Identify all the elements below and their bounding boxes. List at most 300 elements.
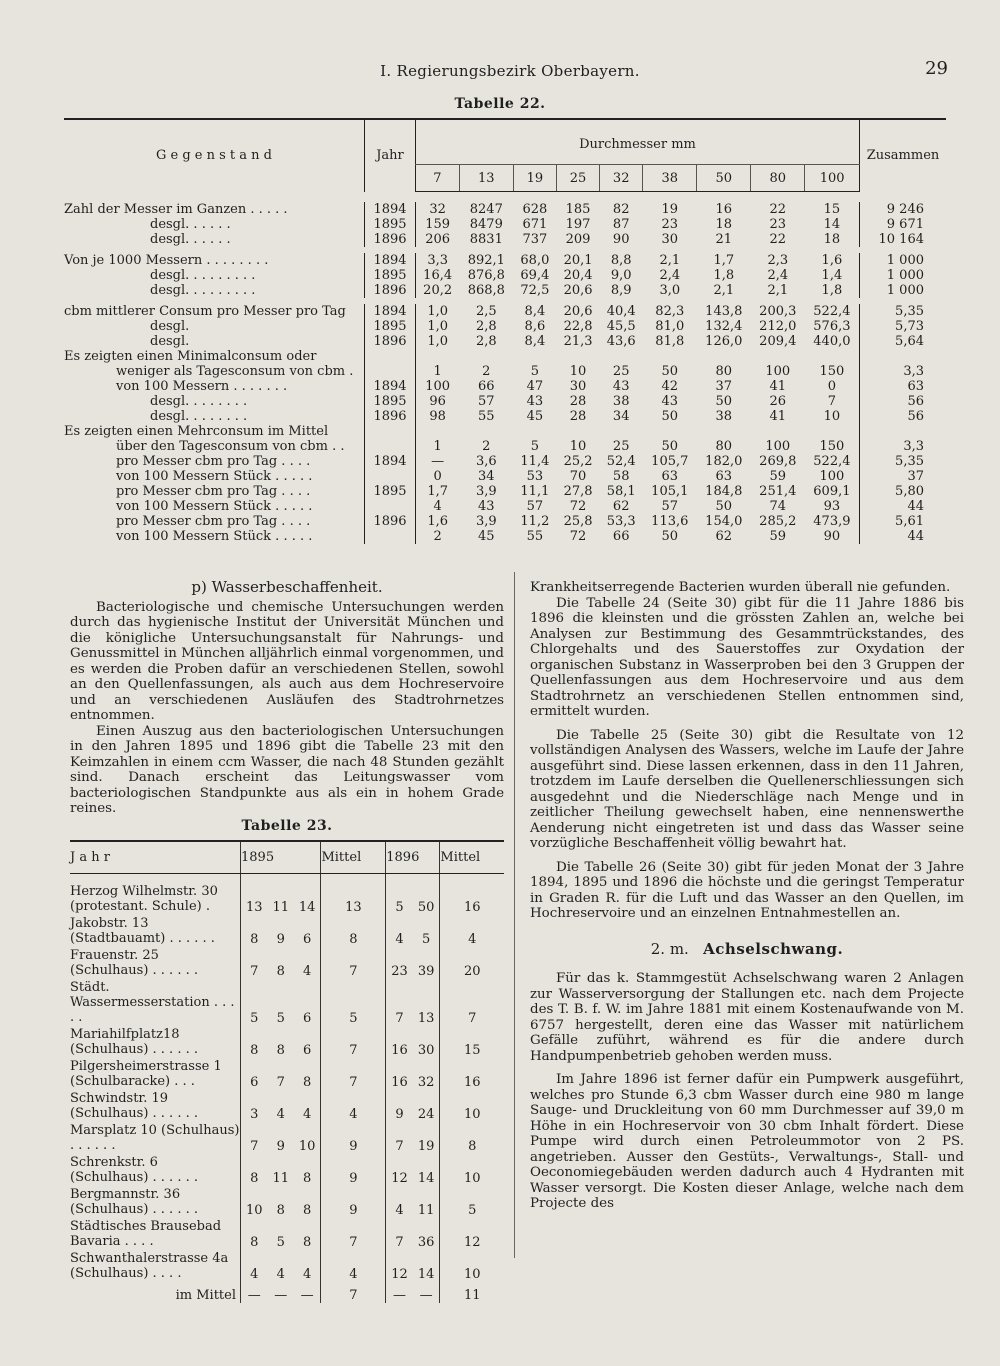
col-gegenstand: G e g e n s t a n d bbox=[64, 119, 365, 192]
germ-count: 8 bbox=[303, 1235, 312, 1250]
germ-count: 12 bbox=[386, 1250, 413, 1282]
location-name: Städtisches Brausebad Bavaria . . . . bbox=[70, 1219, 222, 1249]
cell-value: 43 bbox=[478, 499, 495, 514]
germ-count: 3 bbox=[241, 1090, 268, 1122]
germ-count: 11 bbox=[417, 1203, 435, 1218]
germ-count: 7 bbox=[241, 1122, 268, 1154]
cell-value: 50 bbox=[661, 409, 679, 424]
germ-count: 12 bbox=[386, 1154, 413, 1186]
location-name: Herzog Wilhelmstr. 30 (protestant. Schule) . bbox=[70, 884, 218, 914]
cell-value: 2,4 bbox=[767, 268, 789, 283]
germ-count: 13 bbox=[417, 1011, 435, 1026]
germ-count: 7 bbox=[276, 1075, 285, 1090]
cell-sum: 5,80 bbox=[860, 484, 947, 499]
cell-value: 30 bbox=[569, 379, 587, 394]
cell-value: 37 bbox=[715, 379, 733, 394]
table-23 bbox=[70, 840, 504, 1303]
germ-count: 32 bbox=[417, 1075, 435, 1090]
cell-value: 150 bbox=[819, 364, 845, 379]
row-label: von 100 Messern . . . . . . . bbox=[116, 379, 288, 394]
cell-value: 892,1 bbox=[467, 253, 505, 268]
cell-sum: 5,61 bbox=[860, 514, 947, 529]
cell-value: 57 bbox=[526, 499, 544, 514]
row-label: Es zeigten einen Minimalconsum oder bbox=[64, 349, 317, 364]
col-zusammen: Zusammen bbox=[860, 119, 947, 192]
cell-value: 440,0 bbox=[813, 334, 851, 349]
row-label: desgl. bbox=[150, 319, 190, 334]
cell-value: 2,3 bbox=[767, 253, 789, 268]
cell-value: 28 bbox=[569, 394, 587, 409]
table-row bbox=[64, 484, 946, 499]
row-year: 1895 bbox=[365, 268, 416, 283]
germ-count: 8 bbox=[303, 1075, 312, 1090]
row-label: desgl. . . . . . bbox=[150, 232, 231, 247]
cell-value: 100 bbox=[819, 469, 845, 484]
germ-count: 9 bbox=[321, 1154, 386, 1186]
cell-sum: 1 000 bbox=[860, 283, 947, 298]
germ-count: 19 bbox=[417, 1139, 435, 1154]
cell-value: 81,8 bbox=[655, 334, 685, 349]
cell-value: 8,6 bbox=[524, 319, 546, 334]
cell-value: 66 bbox=[612, 529, 630, 544]
row-label: desgl. bbox=[150, 334, 190, 349]
mean-value: — bbox=[274, 1288, 288, 1303]
col-1896: 1896 bbox=[386, 841, 440, 874]
paragraph: Im Jahre 1896 ist ferner dafür ein Pumpwerk ausgeführt, welches pro Stunde 6,3 cbm Wasser durch eine 980 m lange Sauge- und Druckleitung von 60 mm Durchmesser auf 39,0 m Höhe in ein Hochreservoir von 30 cbm Inhalt fördert. Diese Pumpe wird durch einen Petroleummotor von 2 PS. angetrieben. Ausser den Gestüts-, Verwaltungs-, Stall- und Oeconomiegebäuden werden dadurch auch 4 Hydranten mit Wasser versorgt. Die Kosten dieser Anlage, welche nach dem Projecte des bbox=[530, 1072, 964, 1211]
table-row bbox=[64, 394, 946, 409]
germ-count: 7 bbox=[241, 947, 268, 979]
germ-count: 8 bbox=[303, 1203, 312, 1218]
table-row bbox=[70, 1058, 504, 1090]
cell-value bbox=[600, 349, 643, 364]
cell-value: 41 bbox=[769, 409, 787, 424]
cell-value: 82,3 bbox=[655, 304, 685, 319]
table-row bbox=[70, 979, 504, 1026]
cell-value: 53 bbox=[526, 469, 544, 484]
cell-value: 59 bbox=[769, 529, 787, 544]
cell-value: 2,1 bbox=[659, 253, 681, 268]
table-row bbox=[64, 454, 946, 469]
cell-value: 8,4 bbox=[524, 334, 546, 349]
cell-sum: 37 bbox=[860, 469, 947, 484]
left-column bbox=[70, 580, 504, 1303]
cell-value: 42 bbox=[661, 379, 679, 394]
table-row bbox=[70, 874, 504, 916]
cell-value: 34 bbox=[478, 469, 495, 484]
cell-value: 23 bbox=[661, 217, 679, 232]
germ-count: 10 bbox=[241, 1186, 268, 1218]
cell-value: 22 bbox=[769, 202, 787, 217]
cell-value: 200,3 bbox=[759, 304, 797, 319]
cell-value: 58 bbox=[612, 469, 630, 484]
germ-count: 8 bbox=[440, 1122, 504, 1154]
cell-value: 21 bbox=[715, 232, 733, 247]
cell-value: 876,8 bbox=[467, 268, 505, 283]
cell-value: 96 bbox=[416, 394, 460, 409]
cell-value: 3,0 bbox=[659, 283, 681, 298]
cell-value: 32 bbox=[416, 202, 460, 217]
cell-sum: 9 671 bbox=[860, 217, 947, 232]
diameter-header: 25 bbox=[556, 165, 599, 192]
table-row bbox=[64, 232, 946, 247]
row-year: 1894 bbox=[365, 253, 416, 268]
diameter-header: 100 bbox=[805, 165, 860, 192]
cell-value: 1,6 bbox=[821, 253, 843, 268]
location-name: Jakobstr. 13 (Stadtbauamt) . . . . . . bbox=[70, 916, 215, 946]
cell-value bbox=[643, 424, 697, 439]
cell-value: 184,8 bbox=[705, 484, 743, 499]
table-row bbox=[64, 439, 946, 454]
germ-count: 6 bbox=[303, 1043, 312, 1058]
mean-value: 7 bbox=[321, 1282, 386, 1303]
germ-count: 4 bbox=[303, 964, 312, 979]
cell-value: 269,8 bbox=[759, 454, 797, 469]
germ-count: 7 bbox=[440, 979, 504, 1026]
cell-value: 7 bbox=[827, 394, 837, 409]
cell-sum: 9 246 bbox=[860, 202, 947, 217]
cell-value: 80 bbox=[715, 439, 733, 454]
location-name: Schwindstr. 19 (Schulhaus) . . . . . . bbox=[70, 1091, 198, 1121]
germ-count: 15 bbox=[440, 1026, 504, 1058]
germ-count: 16 bbox=[440, 874, 504, 916]
cell-value: 45 bbox=[478, 529, 495, 544]
cell-value: 206 bbox=[416, 232, 460, 247]
footer-label: im Mittel bbox=[175, 1288, 236, 1303]
row-year: 1895 bbox=[365, 217, 416, 232]
cell-sum: 1 000 bbox=[860, 253, 947, 268]
table-row bbox=[64, 364, 946, 379]
cell-value: — bbox=[416, 454, 460, 469]
cell-value: 628 bbox=[522, 202, 548, 217]
germ-count: 7 bbox=[321, 1026, 386, 1058]
germ-count: 5 bbox=[421, 932, 431, 947]
cell-value: 609,1 bbox=[813, 484, 851, 499]
cell-value bbox=[459, 349, 513, 364]
cell-value: 1 bbox=[416, 364, 460, 379]
germ-count: 5 bbox=[276, 1235, 285, 1250]
col-jahr: J a h r bbox=[70, 841, 241, 874]
cell-value: 11,4 bbox=[520, 454, 550, 469]
cell-value: 69,4 bbox=[520, 268, 550, 283]
cell-value: 522,4 bbox=[813, 454, 851, 469]
cell-value: 0 bbox=[416, 469, 460, 484]
cell-value: 285,2 bbox=[759, 514, 797, 529]
cell-value: 1,0 bbox=[416, 319, 460, 334]
cell-value: 45 bbox=[526, 409, 544, 424]
germ-count: 7 bbox=[386, 979, 413, 1026]
cell-value: 14 bbox=[823, 217, 841, 232]
cell-value: 23 bbox=[769, 217, 787, 232]
table-row bbox=[64, 319, 946, 334]
cell-value: 159 bbox=[416, 217, 460, 232]
cell-value: 25,8 bbox=[563, 514, 593, 529]
cell-value: 50 bbox=[715, 499, 733, 514]
cell-value: 8,9 bbox=[610, 283, 632, 298]
germ-count: 4 bbox=[321, 1090, 386, 1122]
row-year bbox=[365, 469, 416, 484]
row-year: 1894 bbox=[365, 379, 416, 394]
cell-value: 10 bbox=[569, 439, 587, 454]
table-row bbox=[64, 283, 946, 298]
cell-value: 212,0 bbox=[759, 319, 797, 334]
cell-value: 2,5 bbox=[475, 304, 497, 319]
table-row bbox=[64, 253, 946, 268]
cell-value: 868,8 bbox=[467, 283, 505, 298]
location-name: Frauenstr. 25 (Schulhaus) . . . . . . bbox=[70, 948, 198, 978]
cell-value: 55 bbox=[478, 409, 495, 424]
germ-count: 6 bbox=[303, 1011, 312, 1026]
cell-sum: 5,64 bbox=[860, 334, 947, 349]
germ-count: 6 bbox=[303, 932, 312, 947]
table-row bbox=[64, 409, 946, 424]
cell-value: 74 bbox=[769, 499, 787, 514]
cell-value: 16 bbox=[715, 202, 733, 217]
row-year: 1896 bbox=[365, 514, 416, 529]
cell-value: 62 bbox=[612, 499, 630, 514]
cell-value: 143,8 bbox=[705, 304, 743, 319]
paragraph: Einen Auszug aus den bacteriologischen Untersuchungen in den Jahren 1895 und 1896 gibt die Tabelle 23 mit den Keimzahlen in einem ccm Wasser, die nach 48 Stunden gezählt sind. Danach erscheint das Leitungswasser vom bacteriologischen Standpunkte aus als ein in hohem Grade reines. bbox=[70, 723, 504, 816]
cell-sum: 5,35 bbox=[860, 304, 947, 319]
row-label: von 100 Messern Stück . . . . . bbox=[116, 499, 313, 514]
mean-value: — bbox=[300, 1288, 314, 1303]
germ-count: 14 bbox=[417, 1171, 435, 1186]
row-year bbox=[365, 424, 416, 439]
germ-count: 4 bbox=[321, 1250, 386, 1282]
cell-value: 8,8 bbox=[610, 253, 632, 268]
cell-value: 576,3 bbox=[813, 319, 851, 334]
table-row bbox=[64, 499, 946, 514]
cell-value: 185 bbox=[565, 202, 591, 217]
row-year bbox=[365, 349, 416, 364]
table-row bbox=[64, 202, 946, 217]
row-label: desgl. . . . . . . . . bbox=[150, 268, 256, 283]
diameter-header: 50 bbox=[697, 165, 751, 192]
germ-count: 23 bbox=[386, 947, 413, 979]
location-name: Marsplatz 10 (Schulhaus) . . . . . . bbox=[70, 1123, 240, 1153]
germ-count: 4 bbox=[276, 1107, 285, 1122]
cell-value: 126,0 bbox=[705, 334, 743, 349]
germ-count: 5 bbox=[386, 874, 413, 916]
paragraph: Bacteriologische und chemische Untersuchungen werden durch das hygienische Institut der Universität München und die königliche Untersuchungsanstalt für Nahrungs- und Genussmittel in München alljährlich einmal vorgenommen, und es werden die Proben dafür an verschiedenen Stellen, sowohl an den Quellenfassungen, als auch aus dem Hochreservoire und an verschiedenen Ausläufen des Stadtrohrnetzes entnommen. bbox=[70, 599, 504, 723]
cell-value bbox=[556, 349, 599, 364]
cell-value: 1,6 bbox=[416, 514, 460, 529]
germ-count: 7 bbox=[321, 1058, 386, 1090]
row-year: 1894 bbox=[365, 202, 416, 217]
cell-value: 25 bbox=[612, 439, 630, 454]
cell-value bbox=[600, 424, 643, 439]
cell-sum: 1 000 bbox=[860, 268, 947, 283]
section-heading-achselschwang bbox=[530, 939, 964, 958]
germ-count: 36 bbox=[417, 1235, 435, 1250]
cell-value: 5 bbox=[530, 439, 540, 454]
cell-value: 522,4 bbox=[813, 304, 851, 319]
cell-value: 38 bbox=[612, 394, 630, 409]
cell-value bbox=[805, 349, 860, 364]
running-title: I. Regierungsbezirk Oberbayern. bbox=[380, 62, 640, 80]
cell-value: 154,0 bbox=[705, 514, 743, 529]
col-1895: 1895 bbox=[241, 841, 321, 874]
cell-sum: 3,3 bbox=[860, 364, 947, 379]
germ-count: 4 bbox=[303, 1107, 312, 1122]
germ-count: 9 bbox=[276, 1139, 285, 1154]
row-label: pro Messer cbm pro Tag . . . . bbox=[116, 514, 311, 529]
cell-value: 1,0 bbox=[416, 304, 460, 319]
cell-value: 1,7 bbox=[713, 253, 735, 268]
germ-count: 20 bbox=[440, 947, 504, 979]
cell-value bbox=[513, 424, 556, 439]
cell-value: 21,3 bbox=[563, 334, 593, 349]
cell-value: 105,1 bbox=[651, 484, 689, 499]
cell-value: 105,7 bbox=[651, 454, 689, 469]
cell-value: 40,4 bbox=[606, 304, 636, 319]
cell-value bbox=[805, 424, 860, 439]
cell-value: 50 bbox=[715, 394, 733, 409]
germ-count: 10 bbox=[440, 1250, 504, 1282]
germ-count: 4 bbox=[386, 915, 413, 947]
cell-value: 2 bbox=[482, 439, 491, 454]
cell-value: 82 bbox=[612, 202, 630, 217]
germ-count: 7 bbox=[386, 1122, 413, 1154]
cell-value: 19 bbox=[661, 202, 679, 217]
germ-count: 8 bbox=[276, 964, 285, 979]
cell-value: 3,9 bbox=[475, 484, 497, 499]
cell-value: 72 bbox=[569, 499, 587, 514]
paragraph: Die Tabelle 26 (Seite 30) gibt für jeden Monat der 3 Jahre 1894, 1895 und 1896 die höchste und die geringst Temperatur in Graden R. für die Luft und das Wasser an den Quellen, im Hochreservoire und an einzelnen Entnahmestellen an. bbox=[530, 859, 964, 921]
cell-value: 72 bbox=[569, 529, 587, 544]
row-label: weniger als Tagesconsum von cbm . bbox=[116, 364, 354, 379]
location-name: Städt. Wassermesserstation . . . . . bbox=[70, 980, 235, 1025]
cell-value bbox=[416, 349, 460, 364]
cell-value: 38 bbox=[715, 409, 733, 424]
cell-value: 0 bbox=[827, 379, 837, 394]
paragraph: Krankheitserregende Bacterien wurden überall nie gefunden. bbox=[530, 580, 951, 595]
row-label: von 100 Messern Stück . . . . . bbox=[116, 529, 313, 544]
germ-count: 11 bbox=[272, 1171, 289, 1186]
germ-count: 12 bbox=[440, 1218, 504, 1250]
germ-count: 8 bbox=[303, 1171, 312, 1186]
cell-sum: 44 bbox=[860, 499, 947, 514]
cell-value: 10 bbox=[823, 409, 841, 424]
heading-name: Achselschwang. bbox=[703, 939, 844, 958]
row-label: über den Tagesconsum von cbm . . bbox=[116, 439, 345, 454]
cell-value: 2,8 bbox=[475, 334, 497, 349]
cell-value: 20,6 bbox=[563, 283, 593, 298]
germ-count: 5 bbox=[440, 1186, 504, 1218]
cell-value: 52,4 bbox=[606, 454, 636, 469]
cell-sum: 10 164 bbox=[860, 232, 947, 247]
cell-sum: 3,3 bbox=[860, 439, 947, 454]
row-label: von 100 Messern Stück . . . . . bbox=[116, 469, 313, 484]
row-label: pro Messer cbm pro Tag . . . . bbox=[116, 454, 311, 469]
table-row bbox=[64, 514, 946, 529]
cell-value: 55 bbox=[526, 529, 544, 544]
mean-value: 11 bbox=[440, 1282, 504, 1303]
diameter-header: 13 bbox=[459, 165, 513, 192]
col-mittel-1896: Mittel bbox=[440, 841, 504, 874]
cell-value: 8831 bbox=[469, 232, 503, 247]
cell-value: 671 bbox=[522, 217, 548, 232]
cell-sum: 5,73 bbox=[860, 319, 947, 334]
cell-value: 50 bbox=[661, 529, 679, 544]
row-label: desgl. . . . . . . . . bbox=[150, 283, 256, 298]
table-row bbox=[64, 304, 946, 319]
row-year: 1895 bbox=[365, 319, 416, 334]
cell-value: 251,4 bbox=[759, 484, 797, 499]
cell-value: 90 bbox=[823, 529, 841, 544]
cell-value: 8247 bbox=[469, 202, 503, 217]
cell-value: 70 bbox=[569, 469, 587, 484]
table-22 bbox=[64, 118, 946, 544]
cell-value: 43 bbox=[612, 379, 630, 394]
cell-value bbox=[416, 424, 460, 439]
diameter-header: 19 bbox=[513, 165, 556, 192]
cell-value: 81,0 bbox=[655, 319, 685, 334]
cell-value: 20,2 bbox=[416, 283, 460, 298]
cell-value bbox=[697, 424, 751, 439]
cell-value: 11,1 bbox=[520, 484, 550, 499]
cell-value: 66 bbox=[478, 379, 495, 394]
table-row bbox=[70, 947, 504, 979]
cell-value: 11,2 bbox=[520, 514, 550, 529]
heading-number: 2. m. bbox=[650, 939, 689, 958]
cell-value: 2,1 bbox=[713, 283, 735, 298]
germ-count: 9 bbox=[321, 1186, 386, 1218]
germ-count: 8 bbox=[276, 1203, 285, 1218]
row-year: 1895 bbox=[365, 484, 416, 499]
cell-sum: 44 bbox=[860, 529, 947, 544]
cell-value: 3,6 bbox=[475, 454, 497, 469]
right-column bbox=[530, 580, 964, 1212]
paragraph: Die Tabelle 25 (Seite 30) gibt die Resultate von 12 vollständigen Analysen des Wassers, welche im Laufe der Jahre ausgeführt sind. Diese lassen erkennen, dass in den 11 Jahren, trotzdem im Laufe derselben die Quellenerschliessungen sich ausgedehnt und die Niederschläge nach Menge und in zeitlicher Theilung gewechselt haben, eine nennenswerthe Aenderung nicht eingetreten ist und dass das Wasser seine vorzügliche Beschaffenheit völlig bewahrt hat. bbox=[530, 727, 964, 851]
table22-caption: Tabelle 22. bbox=[454, 96, 546, 112]
table-row bbox=[70, 1122, 504, 1154]
germ-count: 4 bbox=[386, 1186, 413, 1218]
cell-value bbox=[751, 349, 805, 364]
row-year bbox=[365, 499, 416, 514]
germ-count: 24 bbox=[417, 1107, 435, 1122]
location-name: Mariahilfplatz18 (Schulhaus) . . . . . . bbox=[70, 1027, 198, 1057]
row-year: 1896 bbox=[365, 409, 416, 424]
row-year: 1896 bbox=[365, 232, 416, 247]
cell-sum: 56 bbox=[860, 394, 947, 409]
cell-value: 16,4 bbox=[416, 268, 460, 283]
germ-count: 8 bbox=[241, 1026, 268, 1058]
cell-value bbox=[459, 424, 513, 439]
cell-value: 20,4 bbox=[563, 268, 593, 283]
row-year bbox=[365, 364, 416, 379]
cell-value: 90 bbox=[612, 232, 630, 247]
table-row bbox=[70, 1218, 504, 1250]
cell-value: 209 bbox=[565, 232, 591, 247]
page-number: 29 bbox=[925, 58, 948, 79]
row-label: desgl. . . . . . bbox=[150, 217, 231, 232]
cell-value: 34 bbox=[612, 409, 630, 424]
cell-value: 72,5 bbox=[520, 283, 550, 298]
germ-count: 5 bbox=[241, 979, 268, 1026]
germ-count: 13 bbox=[321, 874, 386, 916]
germ-count: 16 bbox=[386, 1026, 413, 1058]
location-name: Pilgersheimerstrasse 1 (Schulbaracke) . . . bbox=[70, 1059, 222, 1089]
germ-count: 14 bbox=[298, 900, 316, 915]
cell-sum bbox=[860, 424, 947, 439]
cell-value: 5 bbox=[530, 364, 540, 379]
mean-value: — bbox=[241, 1282, 268, 1303]
cell-value: 43 bbox=[526, 394, 544, 409]
cell-value: 28 bbox=[569, 409, 587, 424]
row-year: 1894 bbox=[365, 454, 416, 469]
cell-sum: 5,35 bbox=[860, 454, 947, 469]
germ-count: 10 bbox=[440, 1090, 504, 1122]
